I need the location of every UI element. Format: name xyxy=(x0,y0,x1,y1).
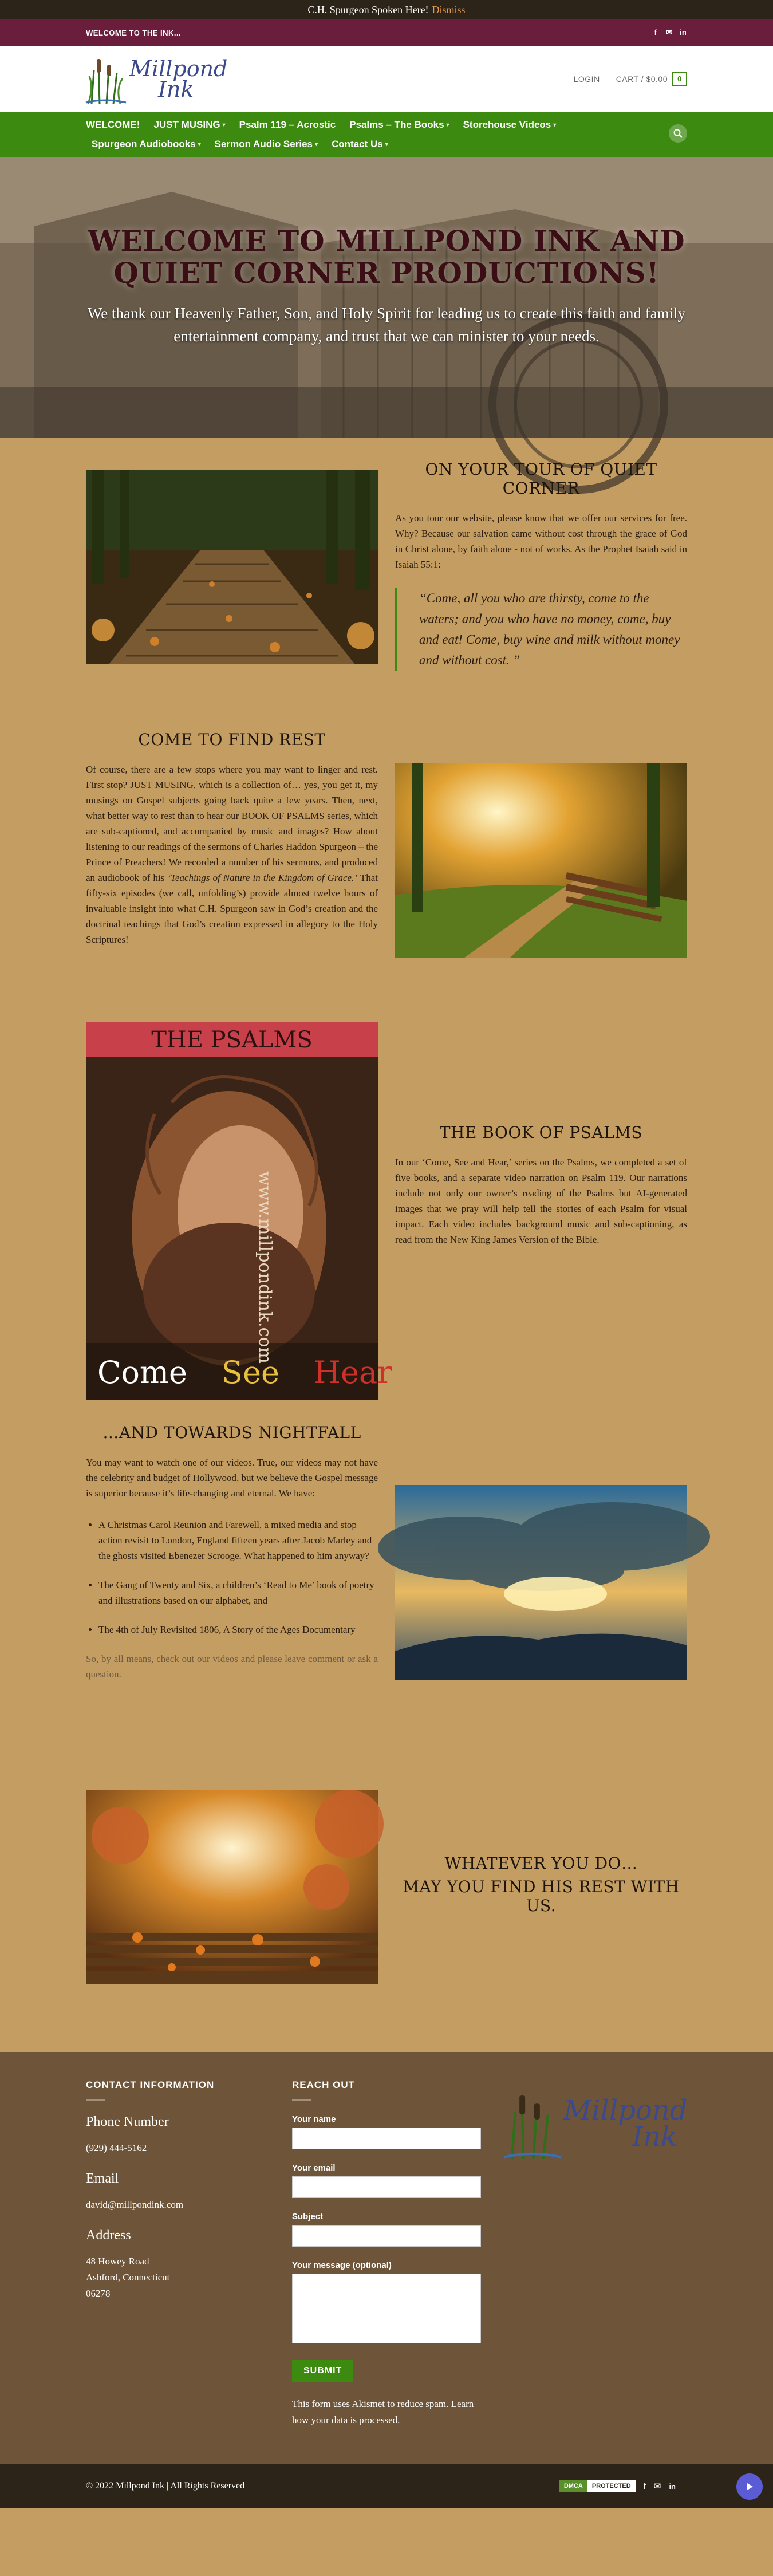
cattail-icon xyxy=(504,2086,561,2161)
message-label: Your message (optional) xyxy=(292,2260,392,2270)
video-list xyxy=(86,1517,378,1637)
contact-heading: CONTACT INFORMATION xyxy=(86,2079,215,2090)
subject-field[interactable] xyxy=(292,2225,481,2247)
dismiss-link[interactable]: Dismiss xyxy=(432,3,466,15)
cattail-icon xyxy=(86,53,126,105)
email-field-label: Your email xyxy=(292,2163,336,2173)
contact-info xyxy=(86,2079,275,2302)
chevron-down-icon: ▾ xyxy=(314,141,318,148)
cover-come: Come xyxy=(97,1354,187,1391)
isaiah-quote: “Come, all you who are thirsty, come to the waters; and you who have no money, come, buy and eat! Come, buy wine and milk without money and without cost. ” xyxy=(395,588,687,671)
psalms-title: THE BOOK OF PSALMS xyxy=(439,1123,643,1142)
divider xyxy=(292,2099,311,2101)
cart-link[interactable] xyxy=(616,72,687,86)
email-field[interactable] xyxy=(292,2176,481,2198)
closing-line1: WHATEVER YOU DO… xyxy=(444,1854,638,1873)
psalms-section xyxy=(0,1022,773,1423)
nav-item-spurgeon-audiobooks[interactable] xyxy=(86,139,208,150)
nav-label: Psalm 119 – Acrostic xyxy=(239,119,336,130)
footer-logo xyxy=(504,2086,687,2161)
search-button[interactable] xyxy=(669,124,687,143)
hero-title-line2: QUIET CORNER PRODUCTIONS! xyxy=(113,256,660,290)
rest-text xyxy=(86,730,378,947)
psalms-body: In our ‘Come, See and Hear,’ series on the Psalms, we completed a set of five books, and a separate video narration on Psalm 119. Our narrations include not only our owner’s reading of the Psalms but AI-generated images that we pray will help tell the stories of each Psalm for visual impact. Each video includes background music and sub-captioning, as read from the New King James Version of the Bible. xyxy=(395,1157,687,1245)
chevron-down-icon: ▾ xyxy=(385,141,388,148)
nav-label: Sermon Audio Series xyxy=(214,139,313,149)
nightfall-intro: You may want to watch one of our videos. True, our videos may not have the celebrity and budget of Hollywood, but we believe the Gospel message is superior because it’s life-changing and eternal. We have: xyxy=(86,1457,378,1499)
cart-label: CART / $0.00 xyxy=(616,74,668,84)
chevron-down-icon: ▾ xyxy=(553,121,557,128)
autumn-bench-image xyxy=(86,1790,378,1984)
rest-section xyxy=(0,667,773,1022)
nav-label: Contact Us xyxy=(332,139,383,149)
closing-text xyxy=(395,1854,687,1915)
nav-item-psalm-119[interactable] xyxy=(232,119,343,131)
top-bar xyxy=(0,19,773,46)
rest-title: COME TO FIND REST xyxy=(138,730,326,749)
dmca-protected: PROTECTED xyxy=(587,2480,636,2492)
announcement-bar xyxy=(0,0,773,19)
psalms-text xyxy=(395,1123,687,1247)
linkedin-icon[interactable]: in xyxy=(679,28,687,37)
welcome-text: WELCOME TO THE INK... xyxy=(86,28,182,37)
address-line1: 48 Howey Road xyxy=(86,2256,149,2267)
hero-subtitle: We thank our Heavenly Father, Son, and Holy Spirit for leading us to create this faith and family entertainment company, and trust that we can minister to your needs. xyxy=(87,305,686,345)
logo-line2: Ink xyxy=(158,76,194,102)
nav-item-welcome[interactable] xyxy=(86,119,147,131)
cart-count-badge: 0 xyxy=(672,72,687,86)
nightfall-outro: So, by all means, check out our videos and please leave comment or ask a question. xyxy=(86,1653,378,1680)
nav-item-storehouse-videos[interactable] xyxy=(456,119,563,131)
hero-title-line1: WELCOME TO MILLPOND INK AND xyxy=(88,224,685,258)
chevron-down-icon: ▾ xyxy=(222,121,226,128)
linkedin-icon[interactable]: in xyxy=(669,2482,676,2491)
rest-body-part2: That fifty-six episodes (we call, unfolding’s) provide almost twelve hours of invaluable insight into what C.H. Spurgeon saw in God’s creation and the doctrinal teachings that God’s creation expressed in allegory to the Holy Scriptures! xyxy=(86,872,378,945)
reach-heading: REACH OUT xyxy=(292,2079,356,2090)
akismet-notice: This form uses Akismet to reduce spam. Learn how your data is processed. xyxy=(292,2398,474,2425)
email-icon[interactable]: ✉ xyxy=(653,2482,661,2491)
copyright: © 2022 Millpond Ink | All Rights Reserved xyxy=(86,2481,245,2491)
site-header xyxy=(0,46,773,112)
nightfall-title: …AND TOWARDS NIGHTFALL xyxy=(102,1423,361,1442)
divider xyxy=(86,2099,105,2101)
bottom-bar xyxy=(0,2464,773,2508)
list-item: • A Christmas Carol Reunion and Farewell, a mixed media and stop action revisit to London, England fifteen years after Jacob Marley and the ghosts visited Ebenezer Scrooge. What happened to him anyway? xyxy=(98,1517,378,1563)
tour-body: As you tour our website, please know that we offer our services for free. Why? Because our salvation came without cost through the grace of God in Christ alone, by faith alone - not of works. As the Prophet Isaiah said in Isaiah 55:1: xyxy=(395,513,687,570)
name-label: Your name xyxy=(292,2114,336,2124)
nav-label: Spurgeon Audiobooks xyxy=(92,139,196,149)
nav-label: WELCOME! xyxy=(86,119,140,130)
tour-title: ON YOUR TOUR OF QUIET CORNER xyxy=(425,460,657,498)
submit-button[interactable]: SUBMIT xyxy=(292,2360,353,2382)
park-bench-image xyxy=(395,763,687,958)
audio-play-button[interactable] xyxy=(736,2473,763,2500)
search-icon xyxy=(673,129,683,138)
nav-item-contact[interactable] xyxy=(325,139,395,150)
site-footer xyxy=(0,2052,773,2464)
message-field[interactable] xyxy=(292,2274,481,2343)
nav-item-psalms-books[interactable] xyxy=(342,119,456,131)
chevron-down-icon: ▾ xyxy=(198,141,201,148)
logo-line1: Millpond xyxy=(129,56,228,81)
rest-body xyxy=(86,762,378,947)
footer-logo-line2: Ink xyxy=(632,2121,677,2153)
sunset-clouds-image xyxy=(395,1485,687,1680)
email-label: Email xyxy=(86,2171,119,2186)
nightfall-section xyxy=(0,1423,773,1790)
cover-hear: Hear xyxy=(313,1354,392,1391)
nav-item-just-musing[interactable] xyxy=(147,119,232,131)
main-nav xyxy=(0,112,773,157)
nav-item-sermon-audio[interactable] xyxy=(208,139,325,150)
rest-body-italic: ‘Teachings of Nature in the Kingdom of Grace.’ xyxy=(167,872,358,883)
site-logo[interactable] xyxy=(86,53,227,105)
hero-banner xyxy=(0,157,773,438)
cover-url: www.millpondink.com xyxy=(255,1171,275,1364)
footer-logo-line1: Millpond xyxy=(563,2094,688,2126)
nav-label: JUST MUSING xyxy=(153,119,220,130)
chevron-down-icon: ▾ xyxy=(446,121,449,128)
email-icon[interactable]: ✉ xyxy=(666,28,673,37)
tour-section xyxy=(0,438,773,667)
address-line2: Ashford, Connecticut xyxy=(86,2272,170,2283)
psalms-book-cover xyxy=(86,1022,392,1400)
list-item: • The Gang of Twenty and Six, a children’s ‘Read to Me’ book of poetry and illustrations based on our alphabet, and xyxy=(98,1577,378,1608)
address-label: Address xyxy=(86,2228,131,2243)
cover-title: THE PSALMS xyxy=(151,1027,313,1053)
closing-section xyxy=(0,1790,773,2052)
phone-label: Phone Number xyxy=(86,2114,169,2129)
tour-text xyxy=(395,460,687,671)
facebook-icon[interactable]: f xyxy=(654,28,657,37)
play-icon xyxy=(744,2482,755,2492)
contact-form xyxy=(292,2079,487,2428)
subject-label: Subject xyxy=(292,2212,324,2221)
nav-label: Storehouse Videos xyxy=(463,119,551,130)
rest-body-part1: Of course, there are a few stops where you may want to linger and rest. First stop? JUST MUSING, which is a collection of… yes, you get it, my musings on Gospel subjects going back quite a few years. Then, next, what better way to rest than to hear our BOOK OF PSALMS series, which are sub-captioned, and accompanied by music and images? How about listening to our readings of the sermons of Charles Haddon Spurgeon – the Prince of Preachers! We recorded a number of his sermons, and produced an audiobook of his xyxy=(86,764,378,883)
closing-line2: MAY YOU FIND HIS REST WITH US. xyxy=(403,1877,680,1915)
announcement-text: C.H. Spurgeon Spoken Here! xyxy=(307,3,429,15)
dmca-badge[interactable] xyxy=(559,2480,636,2492)
social-links xyxy=(652,29,687,37)
mill-background-image xyxy=(0,157,773,438)
login-link[interactable]: LOGIN xyxy=(573,74,600,84)
boardwalk-image xyxy=(86,470,378,664)
facebook-icon[interactable]: f xyxy=(643,2481,646,2491)
nightfall-text xyxy=(86,1423,378,1682)
list-item: • The 4th of July Revisited 1806, A Story of the Ages Documentary xyxy=(98,1622,378,1637)
nav-label: Psalms – The Books xyxy=(349,119,444,130)
cover-see: See xyxy=(222,1354,279,1391)
phone-number[interactable]: (929) 444-5162 xyxy=(86,2142,147,2153)
email-address[interactable]: david@millpondink.com xyxy=(86,2199,184,2210)
dmca-label: DMCA xyxy=(559,2480,587,2492)
name-field[interactable] xyxy=(292,2128,481,2149)
address-line3: 06278 xyxy=(86,2288,111,2299)
